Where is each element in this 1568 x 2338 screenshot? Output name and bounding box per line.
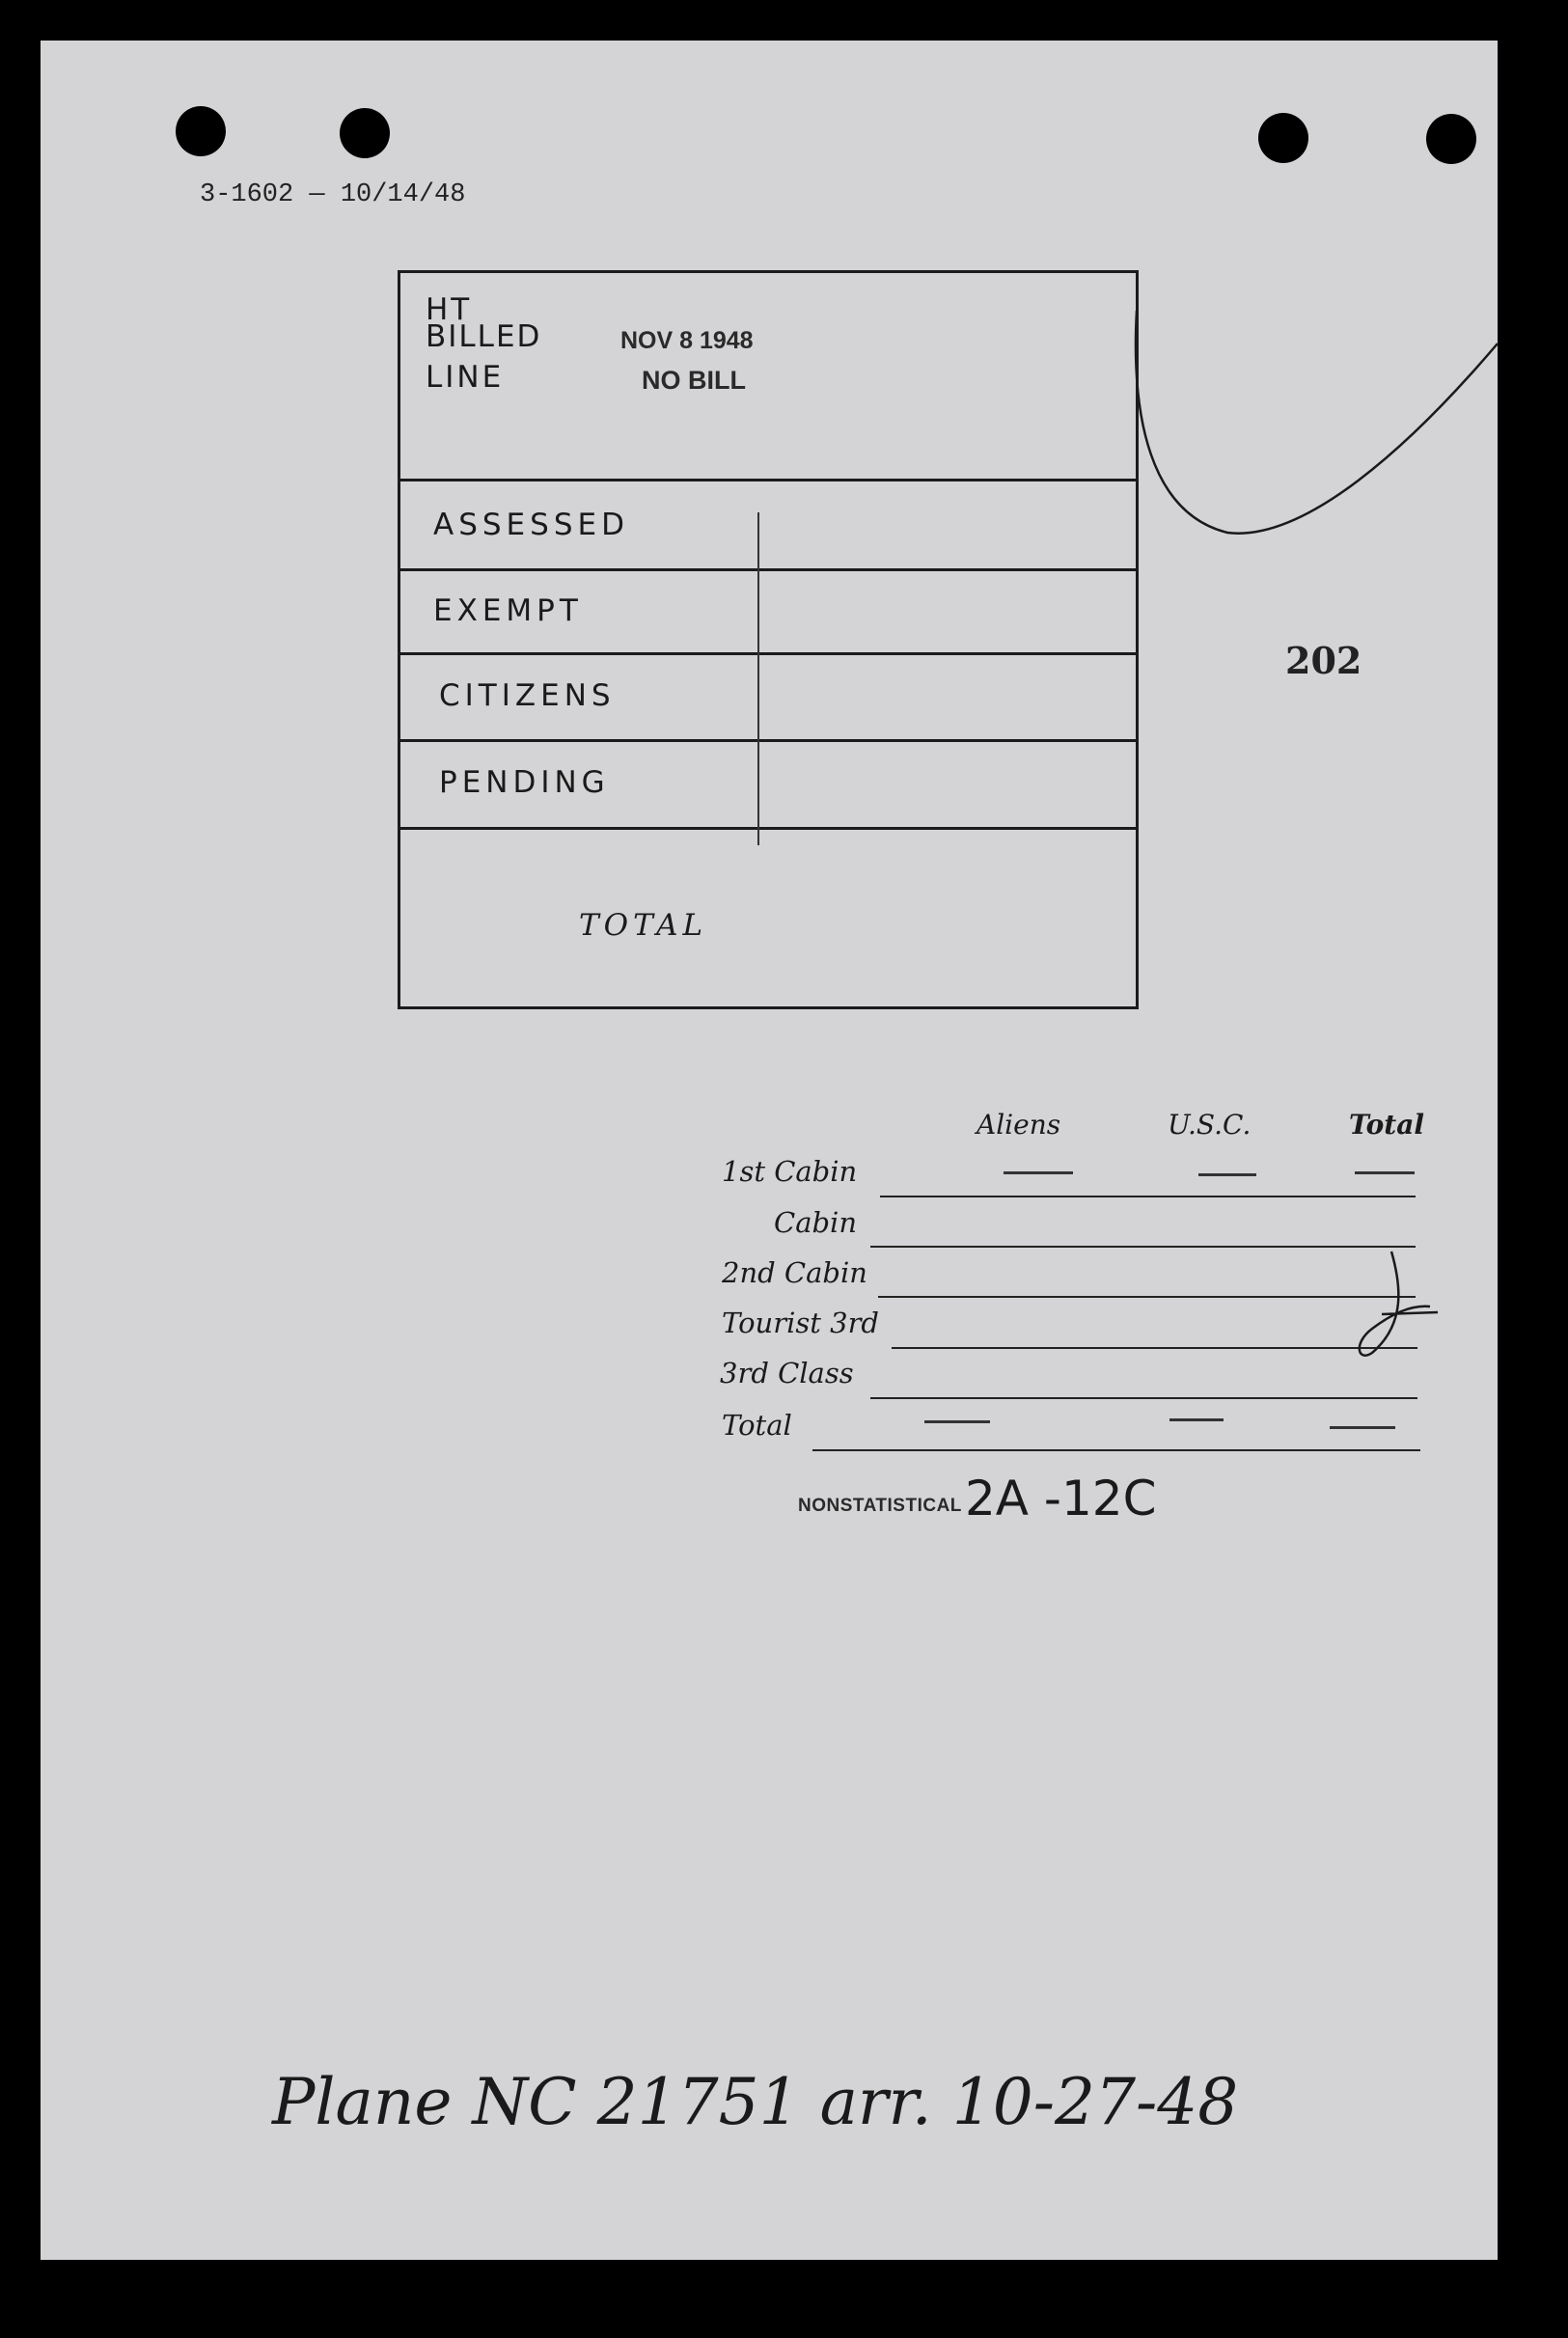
box-divider: [400, 568, 1136, 571]
punch-hole: [340, 108, 390, 158]
file-reference: 3-1602 — 10/14/48: [200, 180, 466, 209]
document-page: [41, 41, 1498, 2260]
dash-mark: [1169, 1418, 1224, 1421]
box-divider: [400, 827, 1136, 830]
blank-line: [812, 1449, 1420, 1451]
dash-mark: [924, 1420, 990, 1423]
page-number: 202: [1285, 639, 1362, 682]
column-header-usc: U.S.C.: [1168, 1109, 1252, 1141]
blank-line: [870, 1246, 1416, 1248]
row-label-first-cabin: 1st Cabin: [722, 1155, 858, 1188]
billing-stamp-box: [398, 270, 1139, 1009]
line-label: LINE: [426, 360, 505, 395]
nonstatistical-stamp: NONSTATISTICAL: [798, 1496, 962, 1516]
column-header-aliens: Aliens: [977, 1109, 1061, 1141]
blank-line: [880, 1196, 1416, 1197]
no-bill-stamp: NO BILL: [642, 366, 746, 395]
nonstatistical-value: 2A -12C: [965, 1471, 1157, 1527]
initials-mark: [1353, 1247, 1440, 1372]
dash-mark: [1004, 1171, 1073, 1174]
punch-hole: [176, 106, 226, 156]
blank-line: [870, 1397, 1417, 1399]
blank-line: [892, 1347, 1417, 1349]
blank-line: [878, 1296, 1416, 1298]
total-label: TOTAL: [579, 908, 708, 943]
assessed-label: ASSESSED: [433, 508, 629, 542]
pending-label: PENDING: [439, 765, 610, 800]
punch-hole: [1258, 113, 1308, 163]
punch-hole: [1426, 114, 1476, 164]
citizens-label: CITIZENS: [439, 678, 616, 713]
exempt-label: EXEMPT: [433, 593, 583, 628]
date-stamp: NOV 8 1948: [620, 327, 754, 354]
ht-label: HT: [426, 292, 473, 327]
dash-mark: [1198, 1173, 1256, 1176]
row-label-total: Total: [722, 1409, 792, 1442]
billed-label: BILLED: [426, 319, 542, 354]
box-divider: [400, 652, 1136, 655]
pen-stroke: [1131, 301, 1507, 552]
row-label-third-class: 3rd Class: [720, 1357, 854, 1389]
box-divider: [400, 479, 1136, 481]
box-column-divider: [757, 512, 759, 845]
dash-mark: [1355, 1171, 1415, 1174]
row-label-second-cabin: 2nd Cabin: [722, 1256, 867, 1289]
row-label-cabin: Cabin: [774, 1206, 857, 1239]
dash-mark: [1330, 1426, 1395, 1429]
box-divider: [400, 739, 1136, 742]
handwritten-footer-note: Plane NC 21751 arr. 10-27-48: [272, 2065, 1239, 2139]
column-header-total: Total: [1349, 1109, 1425, 1141]
row-label-tourist-third: Tourist 3rd: [722, 1307, 879, 1339]
